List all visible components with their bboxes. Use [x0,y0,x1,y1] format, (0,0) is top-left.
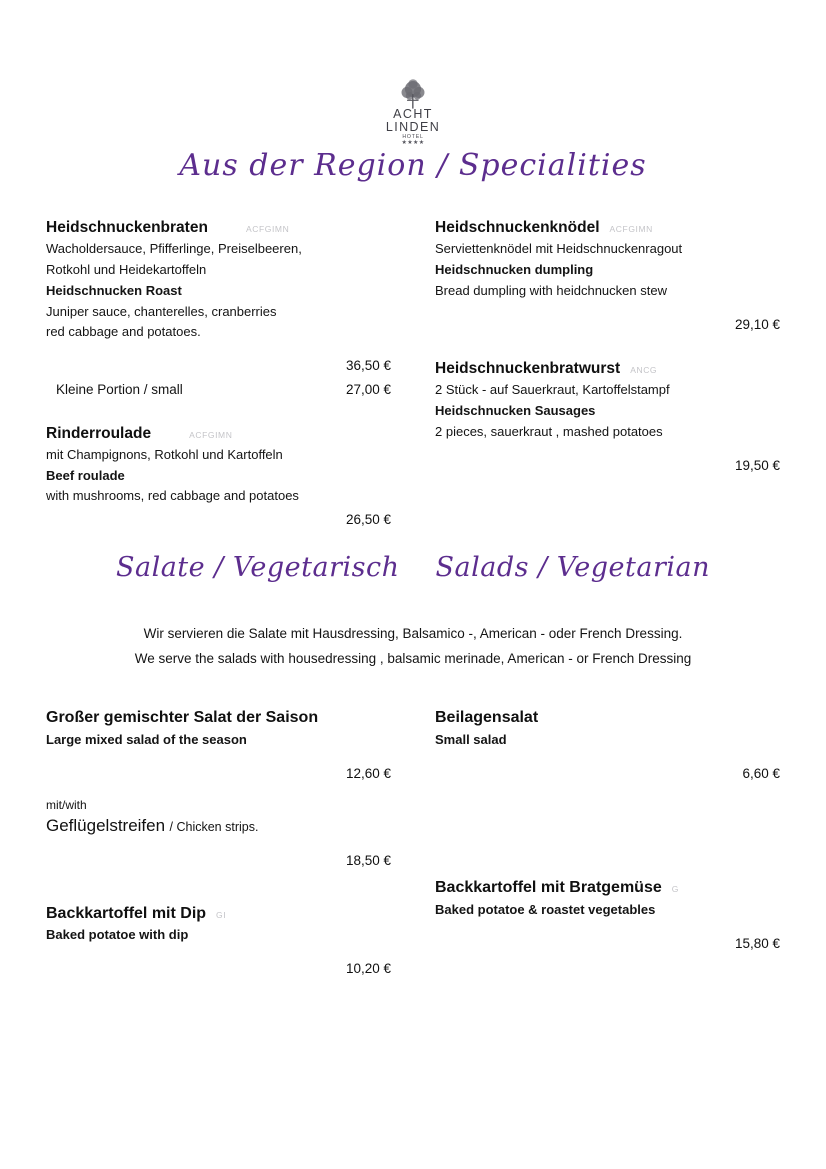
menu-item-heidschnuckenknoedel [435,218,780,337]
item-description-en-1: with mushrooms, red cabbage and potatoes [46,488,299,504]
specialities-left-column [46,218,391,533]
spacer [46,874,391,904]
item-description-de-2: Rotkohl und Heidekartoffeln [46,261,207,277]
item-description-de-1: 2 Stück - auf Sauerkraut, Kartoffelstampf [435,382,670,398]
logo-stars: ★★★★ [401,140,425,147]
item-description-en-1: Juniper sauce, chanterelles, cranberries [46,303,277,319]
item-name: Großer gemischter Salat der Saison [46,709,319,726]
addon-price: 18,50 € [345,853,391,869]
allergen-codes: G [671,884,679,895]
item-name-en: Beef roulade [46,467,125,483]
item-header [435,708,780,729]
menu-item-heidschnuckenbratwurst [435,359,780,478]
addon-name-en: / Chicken strips. [169,820,259,835]
item-description-de-1: Serviettenknödel mit Heidschnuckenragout [435,241,683,257]
item-name-en: Heidschnucken dumpling [435,261,594,277]
item-name: Heidschnuckenknödel [435,219,600,236]
section-title-specialities: Aus der Region / Specialities [179,148,647,183]
spacer [435,337,780,359]
item-description-en-2: red cabbage and potatoes. [46,324,201,340]
item-name-en: Small salad [435,731,507,747]
item-name-en: Large mixed salad of the season [46,731,247,747]
item-price: 6,60 € [742,765,780,781]
item-name: Rinderroulade [46,424,152,442]
item-description-en-1: 2 pieces, sauerkraut , mashed potatoes [435,423,663,439]
item-header [46,904,391,925]
hotel-logo [0,78,826,146]
spacer [435,846,780,868]
spacer [46,402,391,424]
addon-name-de: Geflügelstreifen [46,816,166,836]
item-description-en-1: Bread dumpling with heidchnucken stew [435,282,667,298]
item-header [435,218,780,238]
salads-section [46,708,780,982]
section-title-salate-vegetarisch: Salate / Vegetarisch [115,552,400,583]
item-portion-option [46,379,391,402]
item-price: 12,60 € [345,765,391,781]
item-header [46,708,391,729]
specialities-right-column [435,218,780,533]
salads-left-column [46,708,391,982]
spacer [435,816,780,846]
spacer [435,443,780,453]
spacer [46,838,391,848]
logo-line-linden: LINDEN [385,119,441,134]
spacer [435,751,780,761]
item-header [46,424,391,444]
item-name-en: Heidschnucken Roast [46,282,182,298]
item-name: Heidschnuckenbratwurst [435,360,621,378]
item-header [435,359,780,379]
item-name: Backkartoffel mit Dip [46,904,207,922]
allergen-codes: ACFGIMN [189,429,233,440]
menu-item-heidschnuckenbraten [46,218,391,402]
item-price: 29,10 € [734,316,780,332]
spacer [46,751,391,761]
spacer [435,868,780,878]
allergen-codes: ACFGIMN [609,224,653,234]
item-name-en: Baked potatoe & roastet vegetables [435,902,656,918]
spacer [46,786,391,796]
menu-item-beilagensalat [435,708,780,786]
menu-item-grosser-gemischter-salat [46,708,391,874]
spacer [435,786,780,816]
item-price: 15,80 € [734,935,780,951]
logo-sub-hotel: HOTEL [402,134,424,140]
spacer [46,343,391,353]
item-name-en: Heidschnucken Sausages [435,403,596,419]
spacer [46,946,391,956]
item-price: 19,50 € [734,457,780,473]
item-price: 36,50 € [345,358,391,374]
spacer [435,302,780,312]
allergen-codes: ACFGIMN [245,224,290,234]
portion-price: 27,00 € [345,381,391,397]
item-name: Beilagensalat [435,709,539,726]
portion-label: Kleine Portion / small [56,381,183,397]
specialities-section [46,218,780,533]
section-title-salads-wrap [0,552,826,583]
item-header [46,218,391,238]
menu-item-backkartoffel-mit-bratgemuese [435,878,780,956]
item-header [435,878,780,899]
salads-right-column [435,708,780,982]
logo-wordmark [386,108,440,146]
item-price: 26,50 € [345,512,391,528]
section-title-salads-vegetarian: Salads / Vegetarian [435,552,710,583]
menu-item-backkartoffel-mit-dip [46,904,391,982]
logo-line-acht: ACHT [393,107,433,121]
salad-serving-note [0,622,826,672]
allergen-codes: ANCG [630,365,658,376]
item-description-de-1: Wacholdersauce, Pfifferlinge, Preiselbeeren, [46,241,302,257]
addon-label: mit/with [46,798,87,813]
item-name: Heidschnuckenbraten [46,219,208,236]
serving-note-de: Wir servieren die Salate mit Hausdressing, Balsamico -, American - oder French Dressing. [143,626,683,641]
allergen-codes: GI [216,909,227,920]
addon-row [46,815,391,838]
item-name-en: Baked potatoe with dip [46,927,189,943]
item-name: Backkartoffel mit Bratgemüse [435,879,662,897]
item-description-de-1: mit Champignons, Rotkohl und Kartoffeln [46,446,283,462]
item-price: 10,20 € [345,961,391,977]
spacer [435,921,780,931]
menu-item-rinderroulade [46,424,391,533]
serving-note-en: We serve the salads with housedressing , balsamic merinade, American - or French Dressing [134,650,692,666]
